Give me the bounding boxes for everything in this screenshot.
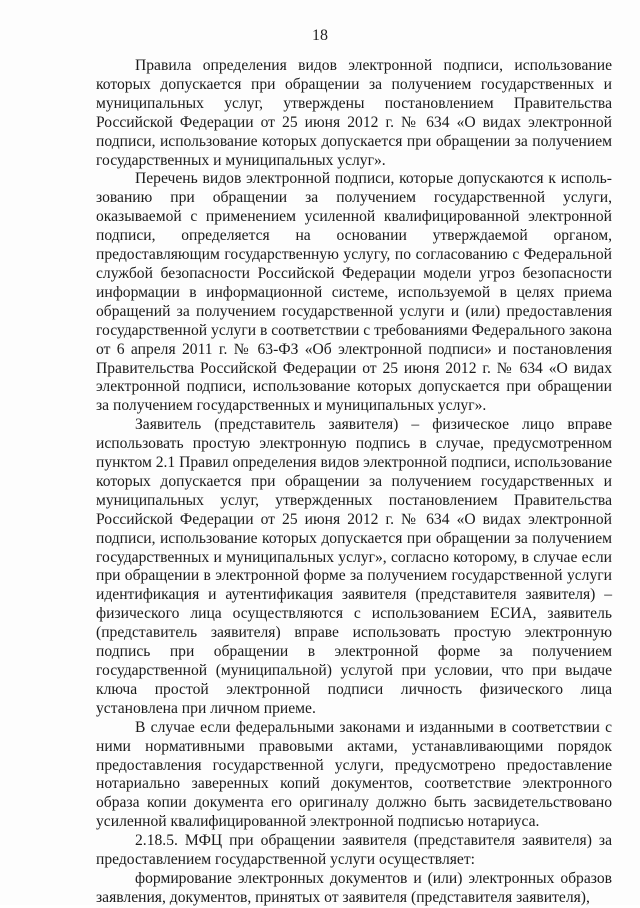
paragraph-notarized-copies: В случае если федеральными законами и изданными в соответствии с ними нормативными правовыми актами, устанавливающими порядок предоставления государственной услуги, предусмотрено предоставление нотариально заверенных копий документов, соответствие электронного образа копии документа его оригиналу должно быть засвидетельствовано усиленной квалифицированной электронной подписью нотариуса. <box>96 718 612 831</box>
paragraph-mfc-duties: 2.18.5. МФЦ при обращении заявителя (представителя заявителя) за предоставлением государственной услуги осуществляет: <box>96 832 612 869</box>
page-number: 18 <box>312 27 328 44</box>
paragraph-electronic-documents: формирование электронных документов и (или) электронных образов заявления, документов, принятых от заявителя (представителя заявителя), <box>96 869 612 906</box>
paragraph-signature-rules: Правила определения видов электронной подписи, использование которых допускается при обращении за получением государственных и муниципальных услуг, утверждены постановлением Правительства Российской Федерации от 25 июня 2012 г. № 634 «О видах электронной подписи, использование которых допускается при обращении за получением государственных и муниципальных услуг». <box>96 57 612 169</box>
document-body <box>96 57 612 908</box>
paragraph-signature-types-list: Перечень видов электронной подписи, которые допускаются к использованию при обращении за получением государственной услуги, оказываемой с применением усиленной квалифицированной электронной подписи, определяется на основании утверждаемой органом, предоставляющим государственную услугу, по согласованию с Федеральной службой безопасности Российской Федерации модели угроз безопасности информации в информационной системе, используемой в целях приема обращений за получением государственной услуги и (или) предоставления государственной услуги в соответствии с требованиями Федерального закона от 6 апреля 2011 г. № 63-ФЗ «Об электронной подписи» и постановления Правительства Российской Федерации от 25 июня 2012 г. № 634 «О видах электронной подписи, использование которых допускается при обращении за получением государственных и муниципальных услуг». <box>96 170 612 415</box>
paragraph-simple-signature: Заявитель (представитель заявителя) – физическое лицо вправе использовать простую электронную подпись в случае, предусмотренном пунктом 2.1 Правил определения видов электронной подписи, использование которых допускается при обращении за получением государственных и муниципальных услуг, утвержденных постановлением Правительства Российской Федерации от 25 июня 2012 г. № 634 «О видах электронной подписи, использование которых допускается при обращении за получением государственных и муниципальных услуг», согласно которому, в случае если при обращении в электронной форме за получением государственной услуги идентификация и аутентификация заявителя (представителя заявителя) – физического лица осуществляются с использованием ЕСИА, заявитель (представитель заявителя) вправе использовать простую электронную подпись при обращении в электронной форме за получением государственной (муниципальной) услугой при условии, что при выдаче ключа простой электронной подписи личность физического лица установлена при личном приеме. <box>96 416 613 717</box>
